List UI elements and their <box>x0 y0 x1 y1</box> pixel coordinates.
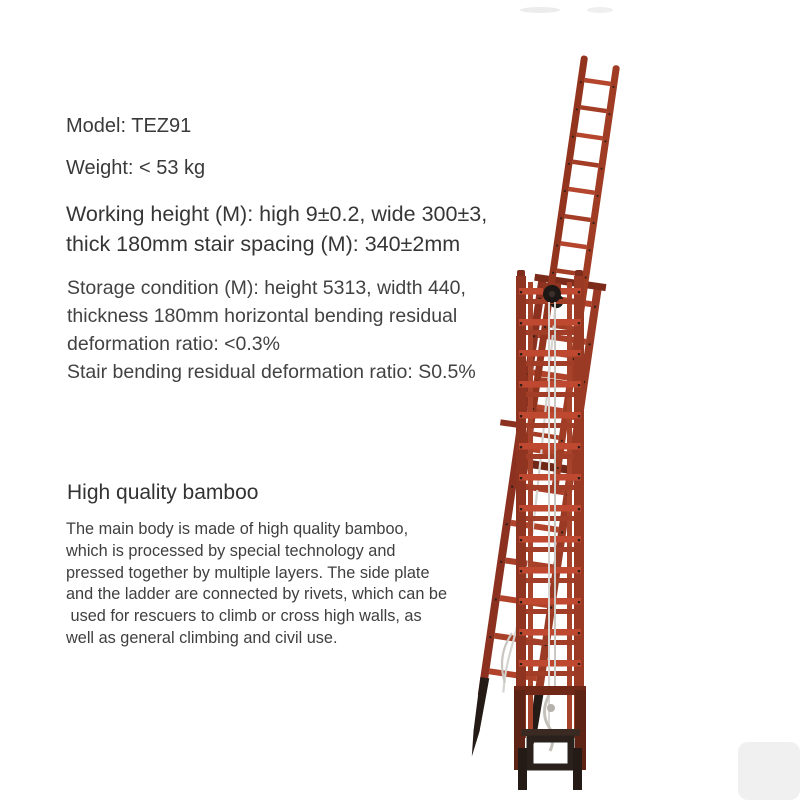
spec-model: Model: TEZ91 <box>66 115 192 137</box>
artifact-smudges <box>520 7 613 13</box>
feature-description-line: which is processed by special technology and <box>66 541 396 560</box>
collapsed-ladder-pulley <box>543 283 561 303</box>
spec-storage-line: Stair bending residual deformation ratio: S0.5% <box>67 361 476 383</box>
spec-storage-line: thickness 180mm horizontal bending residual <box>67 305 458 327</box>
feature-description-line: and the ladder are connected by rivets, which can be <box>66 585 448 604</box>
spec-weight: Weight: < 53 kg <box>66 157 206 179</box>
feature-description-line: used for rescuers to climb or cross high walls, as <box>66 607 422 626</box>
feature-description-line: well as general climbing and civil use. <box>66 628 338 647</box>
artifact-corner-shadow <box>738 742 800 800</box>
spec-working-height-line: Working height (M): high 9±0.2, wide 300±3, <box>66 202 488 226</box>
feature-description-line: The main body is made of high quality bamboo, <box>66 520 409 538</box>
collapsed-ladder-photo <box>514 270 586 790</box>
feature-heading: High quality bamboo <box>67 481 259 504</box>
extended-ladder-photo <box>452 51 639 766</box>
spec-storage-line: deformation ratio: <0.3% <box>67 333 280 355</box>
spec-working-height-line: thick 180mm stair spacing (M): 340±2mm <box>66 232 461 256</box>
spec-storage-line: Storage condition (M): height 5313, width 440, <box>67 277 466 299</box>
feature-description-line: pressed together by multiple layers. The side plate <box>66 563 430 582</box>
